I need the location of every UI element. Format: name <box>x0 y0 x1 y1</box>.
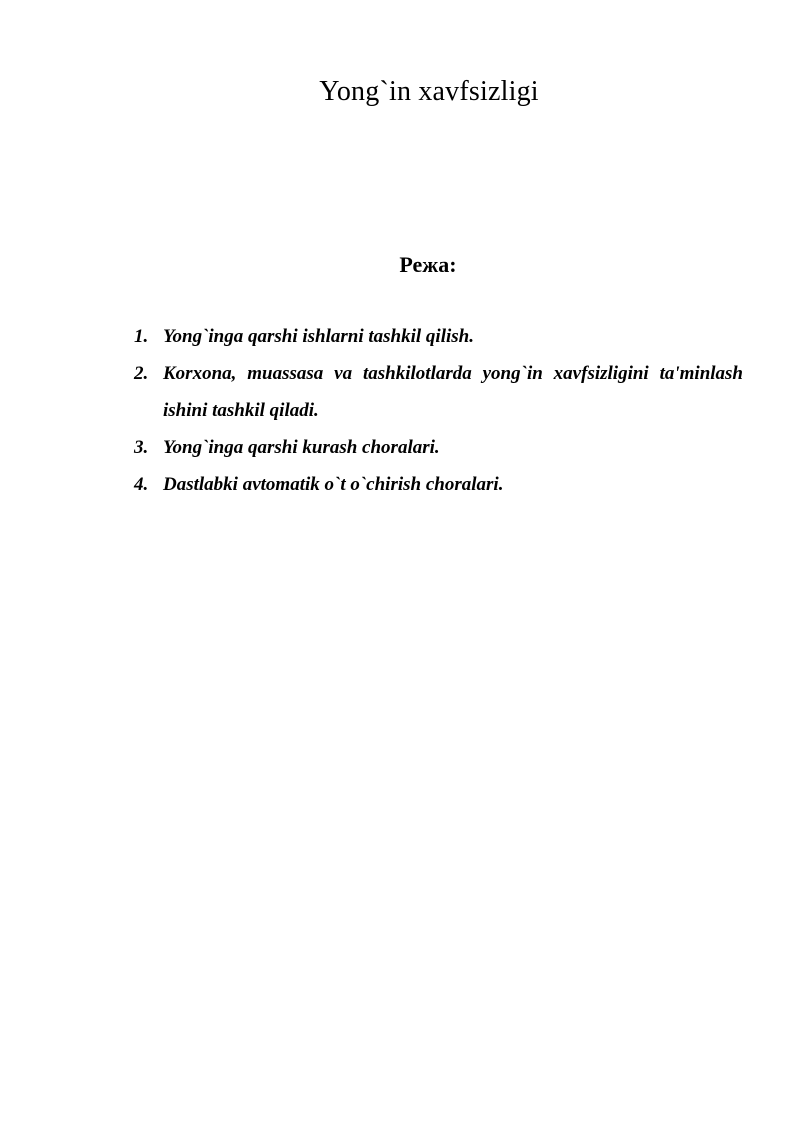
plan-item-text: Yong`inga qarshi kurash choralari. <box>163 437 440 458</box>
plan-list <box>134 318 743 503</box>
plan-heading: Режа: <box>399 252 457 277</box>
plan-item-number: 2. <box>134 363 149 384</box>
plan-item-text: Dastlabki avtomatik o`t o`chirish choralari. <box>163 474 504 495</box>
plan-item-4 <box>134 466 743 503</box>
plan-item-number: 3. <box>134 437 149 458</box>
plan-item-number: 1. <box>134 326 149 347</box>
plan-item-2 <box>134 355 743 429</box>
plan-item-text: Korxona, muassasa va tashkilotlarda yong`in xavfsizligini ta'minlash ishini tashkil qiladi. <box>163 363 743 421</box>
plan-item-1 <box>134 318 743 355</box>
plan-item-3 <box>134 429 743 466</box>
document-title: Yong`in xavfsizligi <box>319 76 539 107</box>
plan-item-text: Yong`inga qarshi ishlarni tashkil qilish. <box>163 326 474 347</box>
plan-item-number: 4. <box>134 474 149 495</box>
